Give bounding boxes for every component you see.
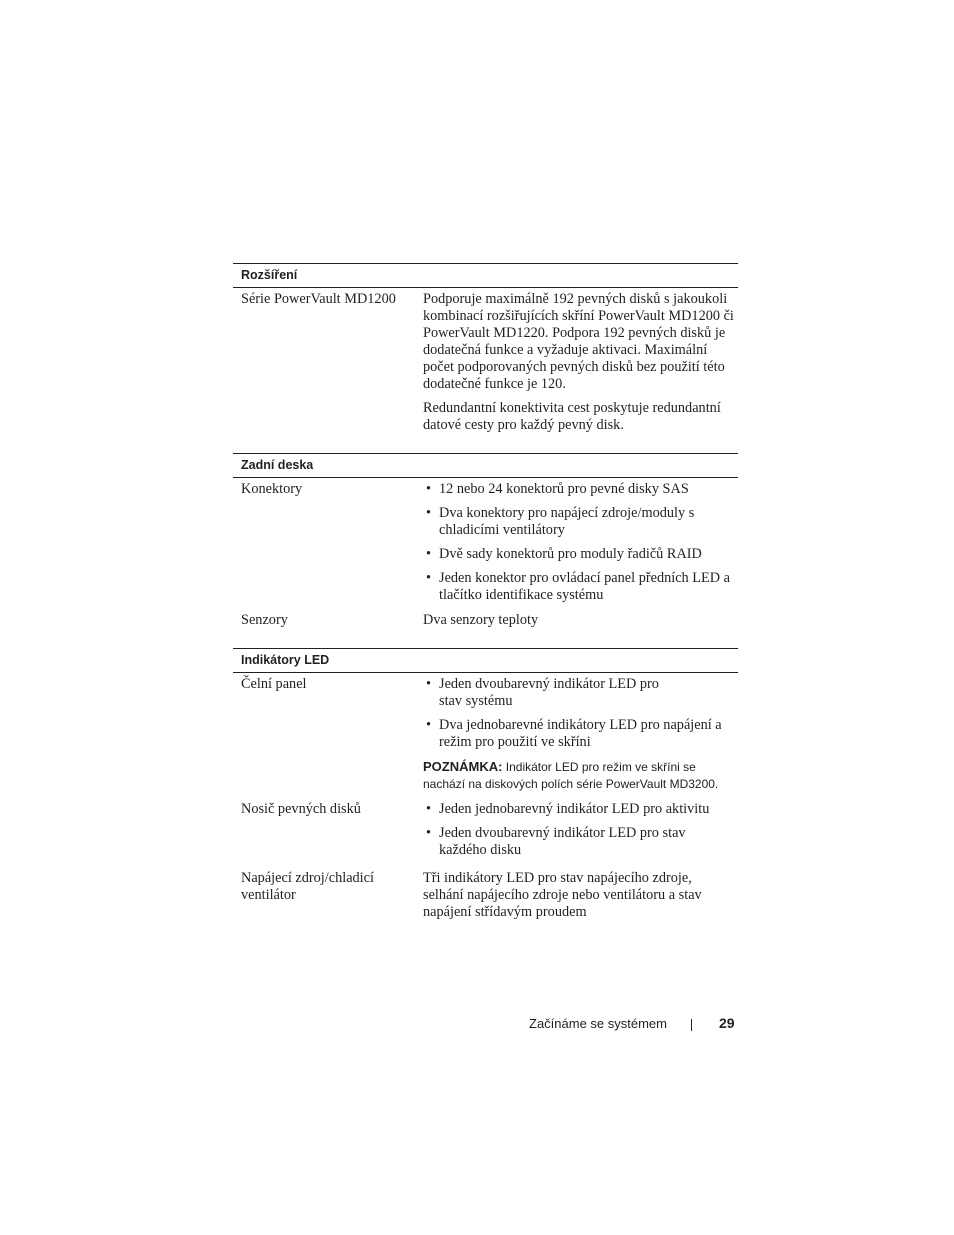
list-item: • Jeden dvoubarevný indikátor LED pro stav každého disku [423,825,734,859]
note-text: Indikátor LED pro režim ve skříni se nachází na diskových polích série PowerVault MD3200. [423,760,719,791]
spec-row-connectors [233,481,738,611]
list-item: • 12 nebo 24 konektorů pro pevné disky SAS [423,481,734,498]
section-heading-backplane: Zadní deska [233,453,738,478]
note-label: POZNÁMKA: [423,759,503,774]
list-item: • Jeden dvoubarevný indikátor LED pro stav systému [423,676,734,710]
list-item: • Jeden konektor pro ovládací panel předních LED a tlačítko identifikace systému [423,570,734,604]
paragraph: Redundantní konektivita cest poskytuje redundantní datové cesty pro každý pevný disk. [423,400,721,433]
section-heading-expansion: Rozšíření [233,263,738,288]
row-value [423,801,738,866]
list-item: • Dva jednobarevné indikátory LED pro napájení a režim pro použití ve skříni [423,717,734,751]
note [423,758,734,793]
row-value [423,481,738,611]
bullet-list [423,676,734,751]
bullet-list [423,801,734,859]
row-label: Konektory [241,481,303,497]
spec-row-drive-carrier [233,801,738,866]
list-item: • Dva konektory pro napájecí zdroje/moduly s chladicími ventilátory [423,505,734,539]
specification-table [233,263,738,928]
spec-row-power-supply [233,870,738,928]
row-value [423,676,738,800]
section-heading-led-indicators: Indikátory LED [233,648,738,673]
row-value [423,291,738,441]
paragraph: Dva senzory teploty [423,612,539,628]
page-number: 29 [719,1015,735,1031]
bullet-list [423,481,734,604]
list-item: • Dvě sady konektorů pro moduly řadičů RAID [423,546,734,563]
spec-row-md1200 [233,291,738,441]
page-footer [0,1014,954,1034]
footer-title: Začínáme se systémem [529,1016,667,1031]
row-label: Čelní panel [241,676,307,692]
row-value [423,870,738,928]
spec-row-front-panel [233,676,738,800]
row-label: Série PowerVault MD1200 [241,291,396,307]
paragraph: Tři indikátory LED pro stav napájecího zdroje, selhání napájecího zdroje nebo ventilátoru a stav napájení střídavým proudem [423,870,702,920]
list-item: • Jeden jednobarevný indikátor LED pro aktivitu [423,801,734,818]
row-label: Nosič pevných disků [241,801,361,817]
row-label: Senzory [241,612,288,628]
paragraph: Podporuje maximálně 192 pevných disků s jakoukoli kombinací rozšiřujících skříní PowerVault MD1200 či PowerVault MD1220. Podpora 192 pevných disků je dodatečná funkce a vyžaduje aktivaci. Maximální počet podporovaných pevných disků bez použití této dodatečné funkce je 120. [423,291,734,392]
footer-separator [691,1019,692,1031]
row-value [423,612,738,636]
row-label: Napájecí zdroj/chladicí ventilátor [241,870,374,903]
spec-row-sensors [233,612,738,636]
